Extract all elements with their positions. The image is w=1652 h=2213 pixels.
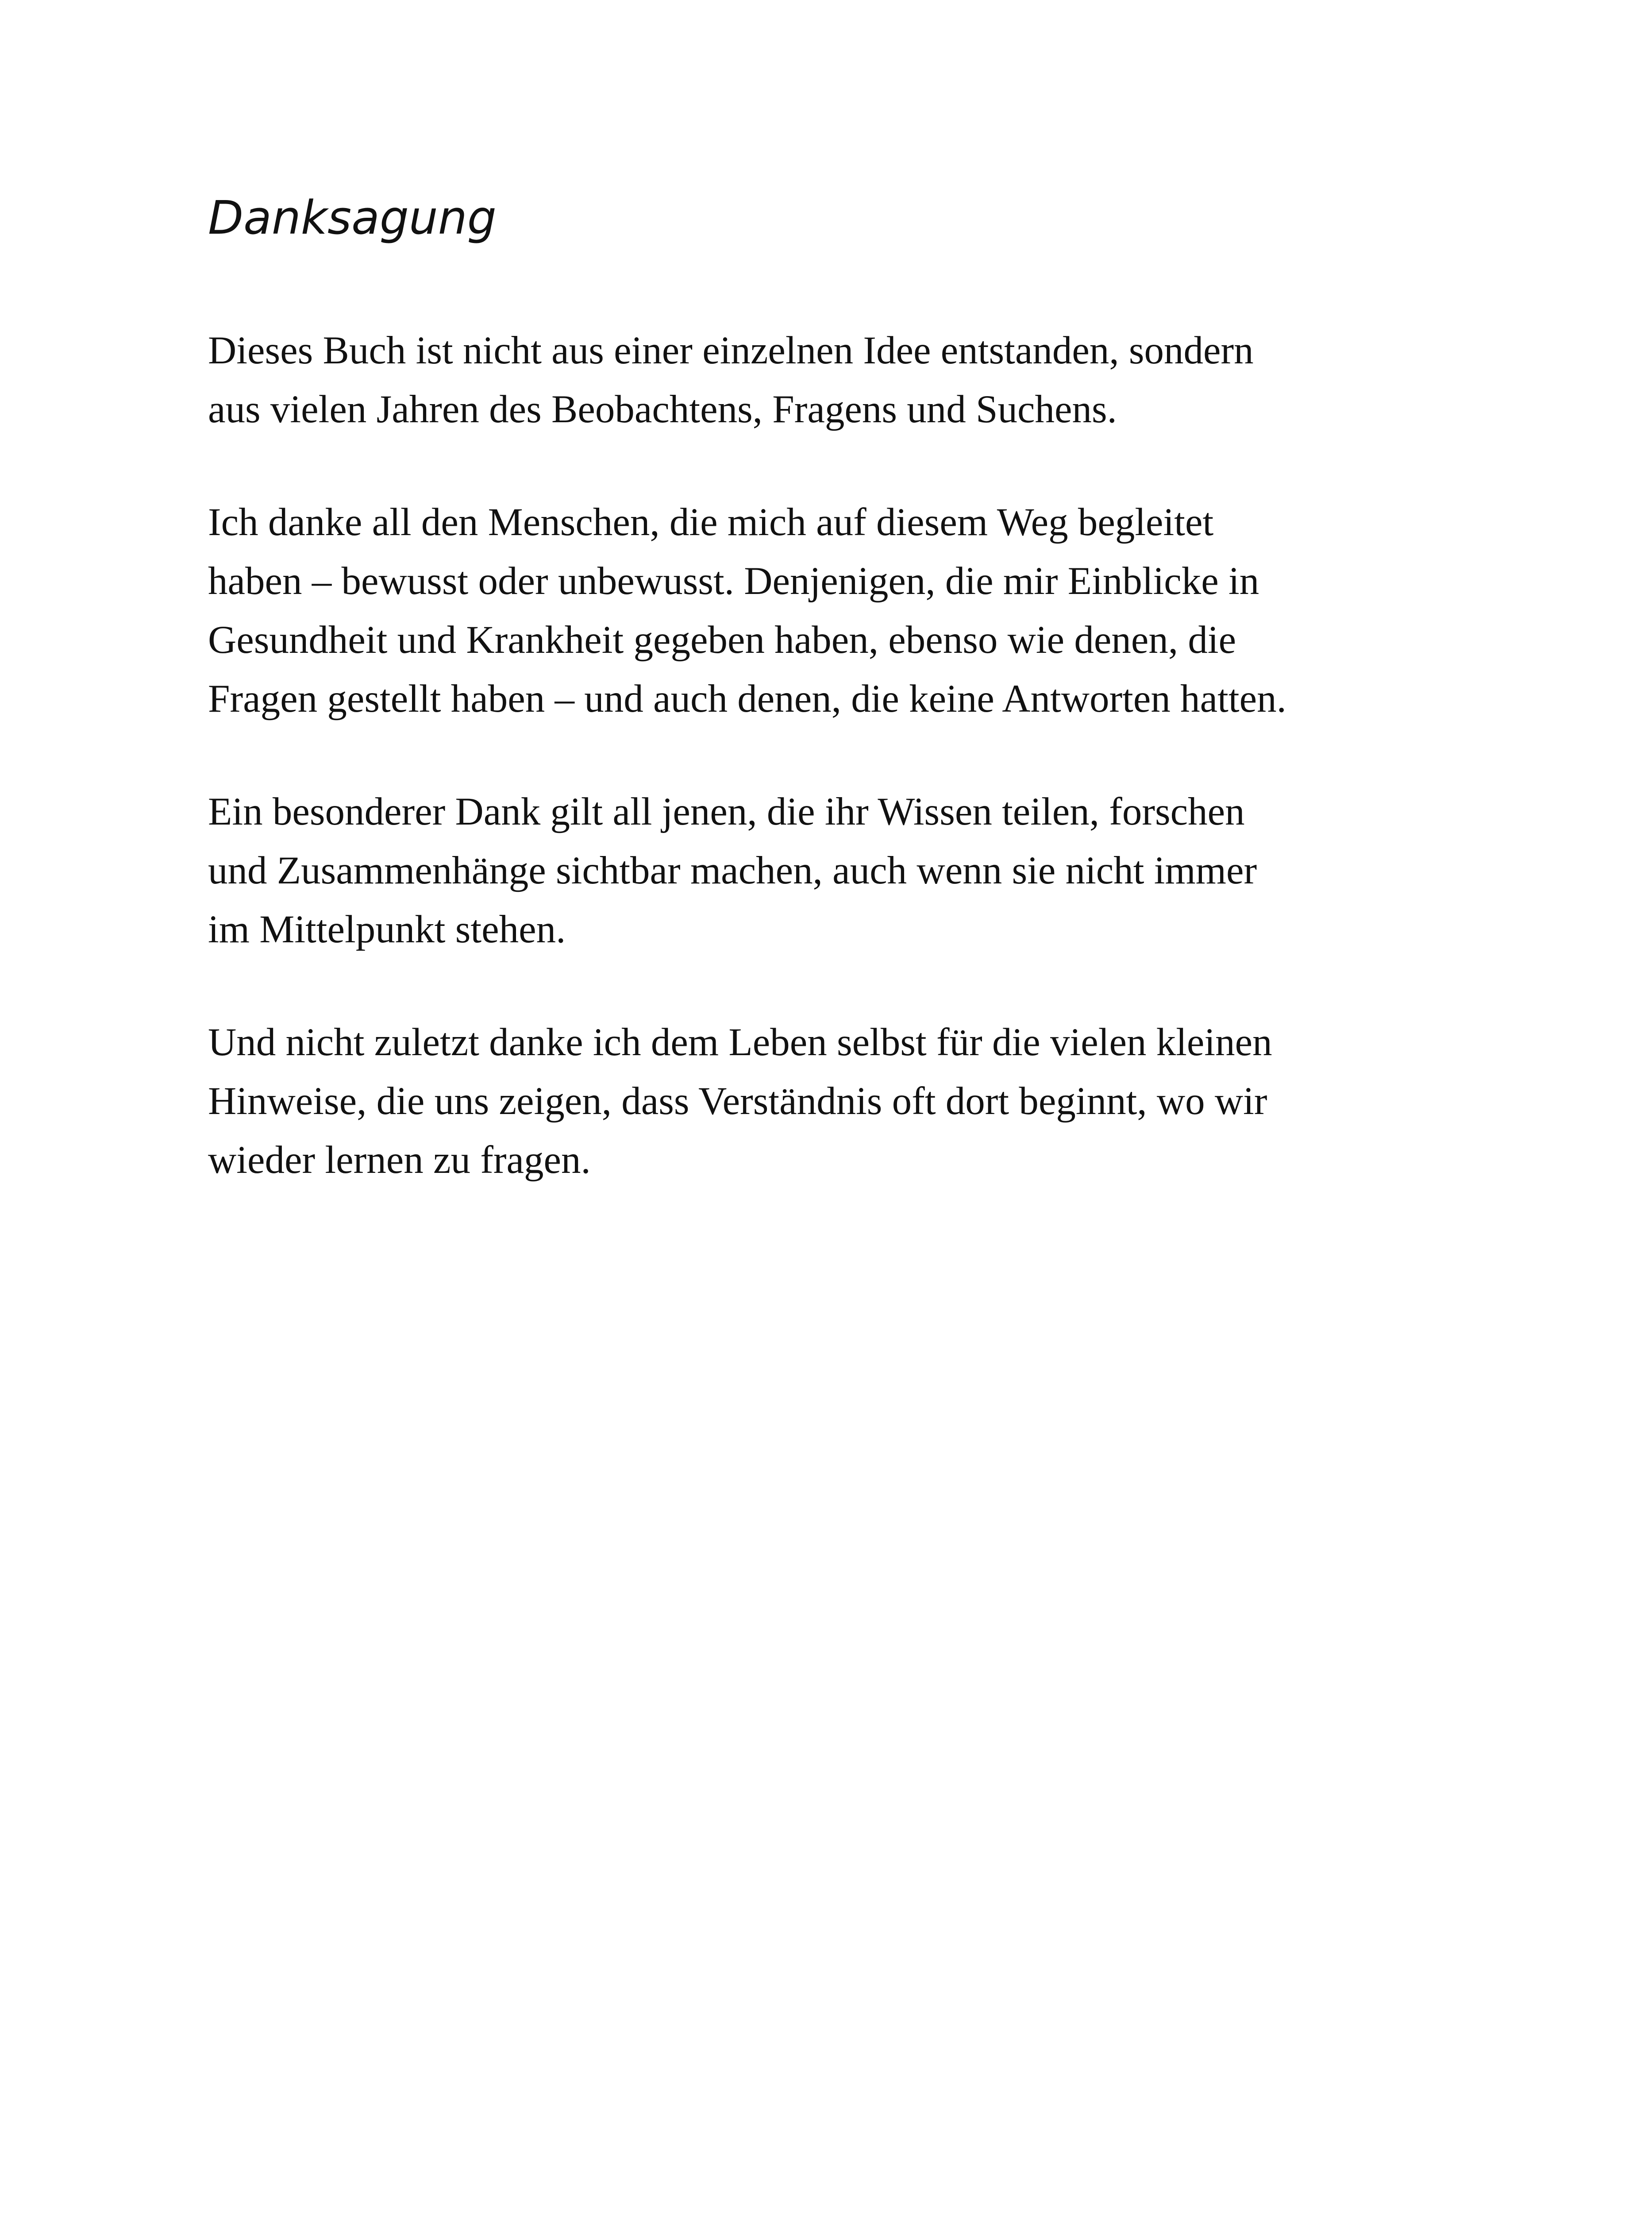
text-line: Und nicht zuletzt danke ich dem Leben selbst für die vielen kleinen <box>208 1021 1272 1064</box>
paragraph-1 <box>208 321 1447 439</box>
text-line: und Zusammenhänge sichtbar machen, auch wenn sie nicht immer <box>208 849 1257 892</box>
text-line: Gesundheit und Krankheit gegeben haben, ebenso wie denen, die <box>208 618 1236 662</box>
text-line: Ich danke all den Menschen, die mich auf diesem Weg begleitet <box>208 501 1214 544</box>
text-line: wieder lernen zu fragen. <box>208 1138 591 1182</box>
acknowledgement-text <box>208 321 1447 1244</box>
paragraph-4 <box>208 1013 1447 1190</box>
text-line: aus vielen Jahren des Beobachtens, Fragens und Suchens. <box>208 388 1117 431</box>
text-line: Dieses Buch ist nicht aus einer einzelnen Idee entstanden, sondern <box>208 329 1254 372</box>
page-title: Danksagung <box>208 191 497 245</box>
paragraph-3 <box>208 783 1447 959</box>
text-line: Fragen gestellt haben – und auch denen, die keine Antworten hatten. <box>208 677 1286 721</box>
text-line: haben – bewusst oder unbewusst. Denjenigen, die mir Einblicke in <box>208 559 1259 603</box>
text-line: Ein besonderer Dank gilt all jenen, die ihr Wissen teilen, forschen <box>208 790 1245 833</box>
text-line: im Mittelpunkt stehen. <box>208 908 566 951</box>
text-line: Hinweise, die uns zeigen, dass Verständnis oft dort beginnt, wo wir <box>208 1080 1267 1123</box>
paragraph-2 <box>208 493 1447 729</box>
